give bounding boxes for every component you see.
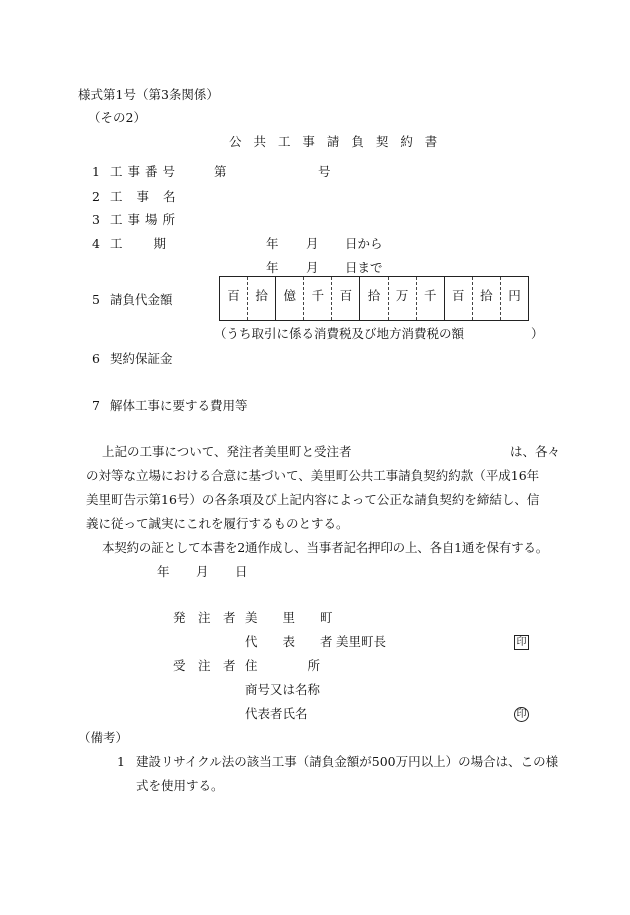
note1-line1: 建設リサイクル法の該当工事（請負金額が500万円以上）の場合は、この様 bbox=[136, 754, 559, 769]
amount-digit-cell[interactable] bbox=[416, 277, 444, 320]
date-day: 日 bbox=[235, 564, 248, 579]
item1-prefix: 第 bbox=[214, 164, 227, 179]
paragraph1-line4: 義に従って誠実にこれを履行するものとする。 bbox=[86, 516, 349, 531]
note1-line2: 式を使用する。 bbox=[136, 778, 224, 793]
digit-unit-label: 百 bbox=[452, 288, 465, 303]
amount-digit-cell[interactable] bbox=[500, 277, 528, 320]
amount-digit-cell[interactable] bbox=[359, 277, 387, 320]
item5-number: 5 bbox=[92, 292, 100, 307]
item7-number: 7 bbox=[92, 398, 100, 413]
digit-unit-label: 百 bbox=[227, 288, 240, 303]
digit-unit-label: 拾 bbox=[255, 288, 268, 303]
digit-unit-label: 万 bbox=[395, 288, 409, 303]
orderer-rep-name: 美里町長 bbox=[336, 634, 387, 649]
page-title: 公 共 工 事 請 負 契 約 書 bbox=[229, 134, 442, 149]
digit-unit-label: 拾 bbox=[480, 288, 493, 303]
item3-label: 工事場所 bbox=[110, 212, 181, 227]
digit-unit-label: 円 bbox=[508, 288, 521, 303]
amount-digit-cell[interactable] bbox=[331, 277, 359, 320]
amount-digit-cell[interactable] bbox=[220, 277, 247, 320]
digit-unit-label: 百 bbox=[339, 288, 353, 303]
item6-number: 6 bbox=[92, 351, 100, 366]
date-month: 月 bbox=[196, 564, 209, 579]
tax-note: （うち取引に係る消費税及び地方消費税の額 bbox=[214, 326, 465, 341]
term-from-month: 月 bbox=[306, 236, 319, 251]
paragraph1-line3: 美里町告示第16号）の各条項及び上記内容によって公正な請負契約を締結し、信 bbox=[86, 492, 540, 507]
term-to-year: 年 bbox=[266, 260, 279, 275]
note1-number: 1 bbox=[117, 754, 125, 769]
item2-number: 2 bbox=[92, 189, 100, 204]
item6-label: 契約保証金 bbox=[110, 351, 173, 366]
paragraph2: 本契約の証として本書を2通作成し、当事者記名押印の上、各自1通を保有する。 bbox=[102, 540, 549, 555]
square-seal-mark: 印 bbox=[514, 635, 529, 650]
digit-unit-label: 千 bbox=[311, 288, 325, 303]
amount-digit-cell[interactable] bbox=[444, 277, 472, 320]
item1-label: 工事番号 bbox=[110, 164, 181, 179]
term-to-month: 月 bbox=[306, 260, 319, 275]
item2-label: 工 事 名 bbox=[110, 189, 181, 204]
orderer-label: 発 注 者 bbox=[173, 610, 236, 625]
amount-digit-cell[interactable] bbox=[472, 277, 500, 320]
term-to-day: 日まで bbox=[345, 260, 383, 275]
item1-number: 1 bbox=[92, 164, 100, 179]
contractor-address-label: 住 所 bbox=[245, 658, 321, 673]
orderer-name: 美 里 町 bbox=[245, 610, 333, 625]
date-year: 年 bbox=[157, 564, 170, 579]
amount-digit-cell[interactable] bbox=[388, 277, 416, 320]
form-number: 様式第1号（第3条関係） bbox=[78, 87, 219, 102]
digit-unit-label: 拾 bbox=[367, 288, 381, 303]
item5-label: 請負代金額 bbox=[110, 292, 173, 307]
item3-number: 3 bbox=[92, 212, 100, 227]
tax-note-close: ） bbox=[531, 326, 544, 341]
digit-unit-label: 億 bbox=[283, 288, 296, 303]
contract-amount-box[interactable] bbox=[219, 276, 529, 321]
orderer-rep-label: 代 表 者 bbox=[245, 634, 333, 649]
contractor-company-label: 商号又は名称 bbox=[245, 682, 321, 697]
item4-label: 工 期 bbox=[110, 236, 169, 251]
digit-unit-label: 千 bbox=[423, 288, 437, 303]
paragraph1-line1-b: は、各々 bbox=[510, 444, 561, 459]
paragraph1-line1-a: 上記の工事について、発注者美里町と受注者 bbox=[102, 444, 352, 459]
term-from-day: 日から bbox=[345, 236, 383, 251]
item4-number: 4 bbox=[92, 236, 100, 251]
contractor-label: 受 注 者 bbox=[173, 658, 236, 673]
item1-suffix: 号 bbox=[318, 164, 331, 179]
paragraph1-line2: の対等な立場における合意に基づいて、美里町公共工事請負契約約款（平成16年 bbox=[86, 468, 540, 483]
amount-digit-cell[interactable] bbox=[275, 277, 303, 320]
amount-digit-cell[interactable] bbox=[303, 277, 331, 320]
term-from-year: 年 bbox=[266, 236, 279, 251]
round-seal-mark: 印 bbox=[514, 707, 529, 722]
sub-number: （その2） bbox=[88, 110, 146, 125]
amount-digit-cell[interactable] bbox=[247, 277, 275, 320]
contractor-rep-label: 代表者氏名 bbox=[245, 706, 308, 721]
notes-heading: （備考） bbox=[78, 730, 129, 745]
item7-label: 解体工事に要する費用等 bbox=[110, 398, 248, 413]
